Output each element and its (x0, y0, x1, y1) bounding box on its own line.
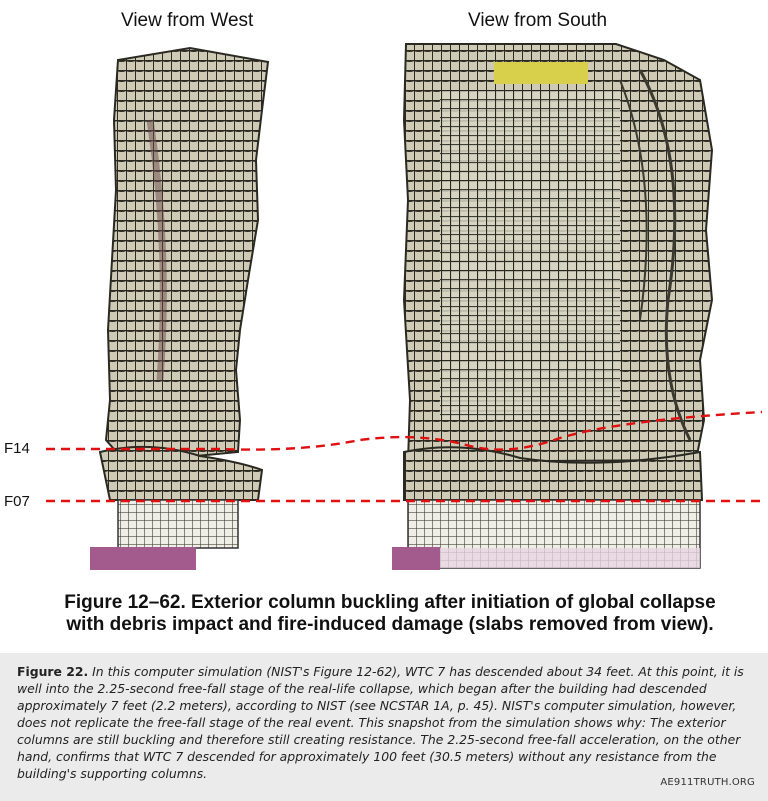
caption-body: In this computer simulation (NIST's Figure 12-62), WTC 7 has descended about 34 feet. At this point, it is well into the 2.25-second free-fall stage of the real-life collapse, which began after the building had descended approximately 7 feet (2.2 meters), according to NIST (see NCSTAR 1A, p. 45). NIST's computer simulation, however, does not replicate the free-fall stage of the real event. This snapshot from the simulation shows why: The exterior columns are still buckling and therefore still creating resistance. The 2.25-second free-fall acceleration, on the other hand, confirms that WTC 7 descended for approximately 100 feet (30.5 meters) without any resistance from the building's supporting columns. (17, 664, 744, 781)
south-view-building (392, 44, 712, 570)
figure-caption (17, 663, 756, 782)
floor-label-f07: F07 (4, 493, 30, 510)
view-from-west-title: View from West (121, 10, 254, 31)
figure-number: Figure 22. (17, 664, 89, 679)
view-from-south-title: View from South (468, 10, 608, 31)
west-view-building (90, 48, 268, 570)
floor-label-f14: F14 (4, 440, 30, 457)
nist-figure-caption: Figure 12–62. Exterior column buckling after initiation of global collapse with debris impact and fire-induced damage (slabs removed from view). (64, 592, 716, 635)
figure-caption-box (0, 653, 768, 801)
source-credit: AE911TRUTH.ORG (660, 777, 755, 788)
